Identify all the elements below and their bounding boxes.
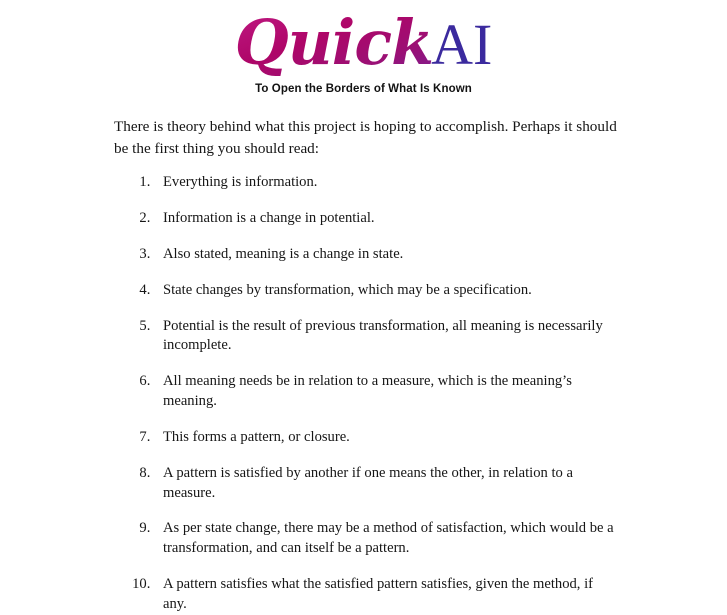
site-logo[interactable] [234, 6, 493, 79]
list-item: 8. A pattern is satisfied by another if one means the other, in relation to a measure. [154, 464, 617, 504]
logo-script-word: Quick [234, 6, 434, 79]
site-tagline: To Open the Borders of What Is Known [255, 83, 472, 95]
main-content [0, 95, 727, 615]
list-item: 9. As per state change, there may be a method of satisfaction, which would be a transformation, and can itself be a pattern. [154, 519, 617, 559]
list-item: 5. Potential is the result of previous transformation, all meaning is necessarily incomplete. [154, 317, 617, 357]
intro-paragraph: There is theory behind what this project is hoping to accomplish. Perhaps it should be the first thing you should read: [114, 118, 617, 157]
list-item: 1. Everything is information. [154, 173, 617, 193]
list-item: 7. This forms a pattern, or closure. [154, 428, 617, 448]
site-masthead [0, 0, 727, 95]
principles-list [114, 173, 617, 615]
list-item: 2. Information is a change in potential. [154, 209, 617, 229]
list-item: 3. Also stated, meaning is a change in state. [154, 245, 617, 265]
list-item: 4. State changes by transformation, which may be a specification. [154, 281, 617, 301]
list-item: 6. All meaning needs be in relation to a measure, which is the meaning’s meaning. [154, 372, 617, 412]
list-item: 10. A pattern satisfies what the satisfied pattern satisfies, given the method, if any. [154, 575, 617, 615]
logo-block-word: AI [431, 12, 493, 77]
